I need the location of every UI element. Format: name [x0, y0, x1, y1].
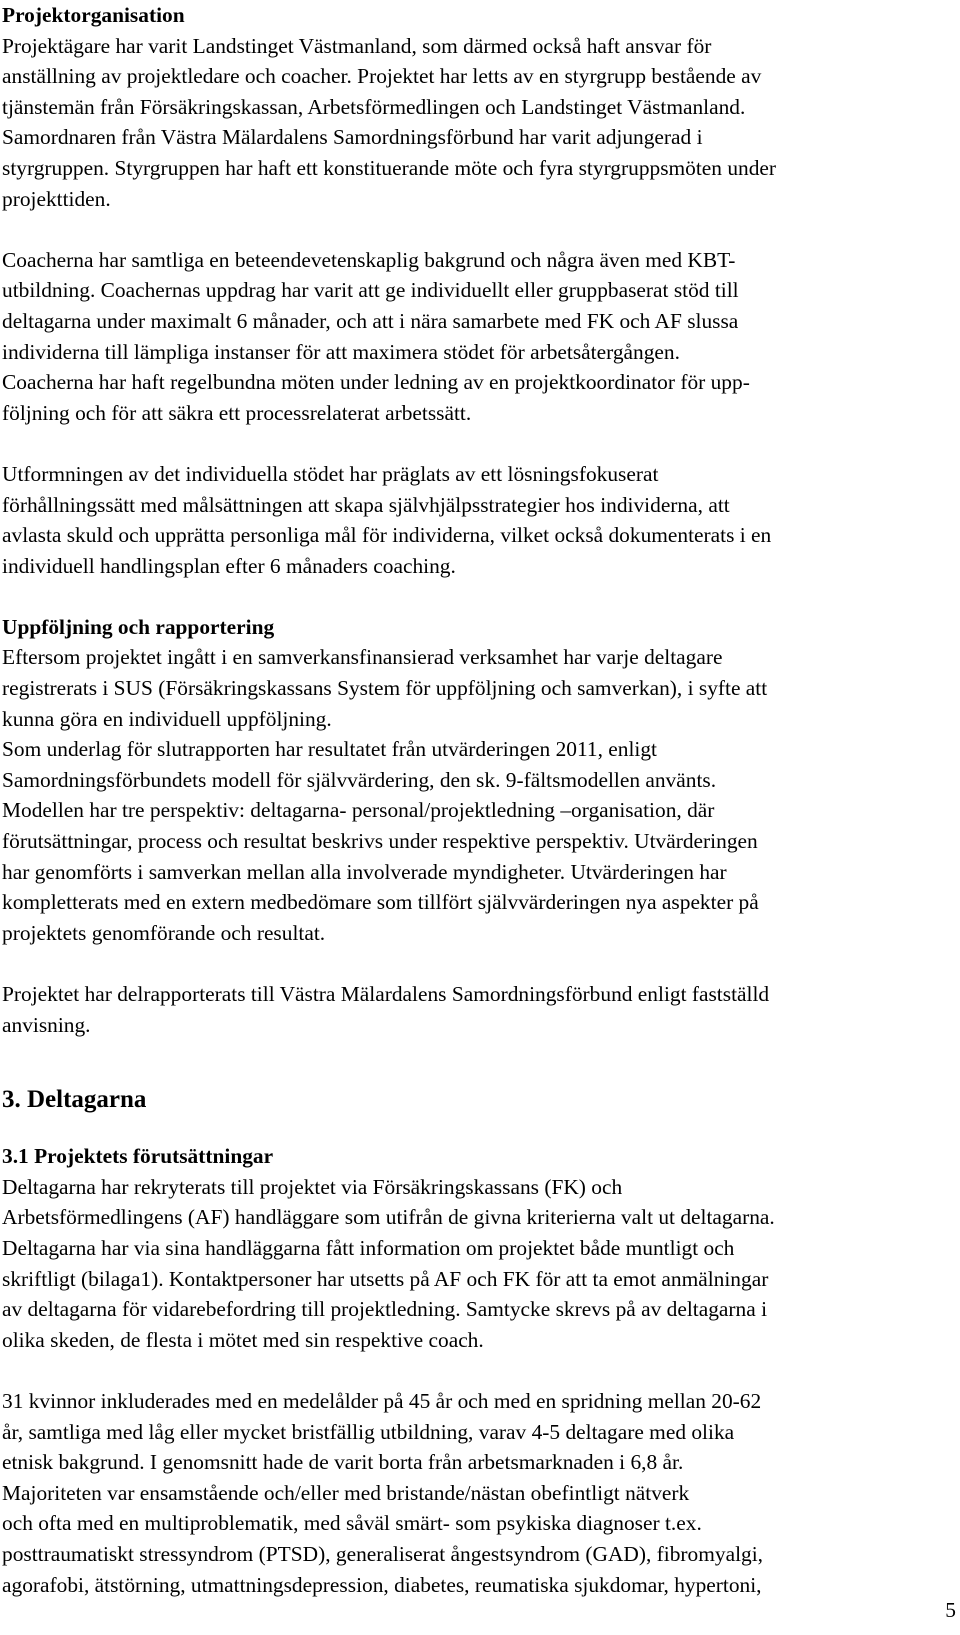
- text-line: Modellen har tre perspektiv: deltagarna- personal/projektledning –organisation, där: [2, 798, 715, 823]
- text-line: olika skeden, de flesta i mötet med sin respektive coach.: [2, 1327, 484, 1352]
- heading-spacer: [2, 1116, 937, 1141]
- paragraph-spacer: [2, 428, 937, 459]
- text-line: individuell handlingsplan efter 6 månaders coaching.: [2, 553, 456, 578]
- text-line: projektets genomförande och resultat.: [2, 920, 326, 945]
- text-line: registrerats i SUS (Försäkringskassans System för uppföljning och samverkan), i syfte att: [2, 676, 768, 701]
- text-line: av deltagarna för vidarebefordring till projektledning. Samtycke skrevs på av deltagarna i: [2, 1297, 768, 1322]
- text-line: Arbetsförmedlingens (AF) handläggare som utifrån de givna kriterierna valt ut deltagarna.: [2, 1205, 775, 1230]
- text-line: Deltagarna har rekryterats till projektet via Försäkringskassans (FK) och: [2, 1174, 623, 1199]
- page-number: 5: [945, 1598, 956, 1622]
- text-line: anställning av projektledare och coacher. Projektet har letts av en styrgrupp bestående av: [2, 64, 762, 89]
- paragraph-forutsattningar-2: [2, 1386, 937, 1600]
- text-line: Coacherna har samtliga en beteendevetenskaplig bakgrund och några även med KBT-: [2, 247, 736, 272]
- text-line: förutsättningar, process och resultat beskrivs under respektive perspektiv. Utvärderingen: [2, 829, 758, 854]
- section-heading-uppfoljning: Uppföljning och rapportering: [2, 614, 275, 639]
- text-line: Majoriteten var ensamstående och/eller med bristande/nästan obefintligt nätverk: [2, 1480, 690, 1505]
- text-line: Deltagarna har via sina handläggarna fått information om projektet både muntligt och: [2, 1235, 735, 1260]
- text-line: projekttiden.: [2, 186, 111, 211]
- paragraph-spacer: [2, 581, 937, 612]
- text-line: kompletterats med en extern medbedömare som tillfört självvärderingen nya aspekter på: [2, 890, 759, 915]
- paragraph-projektorganisation-1: [2, 31, 937, 215]
- text-line: och ofta med en multiproblematik, med såväl smärt- som psykiska diagnoser t.ex.: [2, 1511, 702, 1536]
- text-line: avlasta skuld och upprätta personliga mål för individerna, vilket också dokumenterats i en: [2, 523, 772, 548]
- text-line: Utformningen av det individuella stödet har präglats av ett lösningsfokuserat: [2, 461, 659, 486]
- text-line: år, samtliga med låg eller mycket bristfällig utbildning, varav 4-5 deltagare med olika: [2, 1419, 735, 1444]
- text-line: förhållningssätt med målsättningen att skapa självhjälpsstrategier hos individerna, att: [2, 492, 730, 517]
- text-line: styrgruppen. Styrgruppen har haft ett konstituerande möte och fyra styrgruppsmöten under: [2, 155, 777, 180]
- text-line: Projektet har delrapporterats till Västra Mälardalens Samordningsförbund enligt fastställd: [2, 982, 770, 1006]
- paragraph-spacer: [2, 1355, 937, 1386]
- text-line: har genomförts i samverkan mellan alla involverade myndigheter. Utvärderingen har: [2, 859, 727, 884]
- text-line: individerna till lämpliga instanser för att maximera stödet för arbetsåtergången.: [2, 339, 680, 364]
- text-line: agorafobi, ätstörning, utmattningsdepression, diabetes, reumatiska sjukdomar, hypertoni,: [2, 1572, 762, 1597]
- section-spacer: [2, 1040, 937, 1084]
- subsection-heading: 3.1 Projektets förutsättningar: [2, 1144, 274, 1169]
- paragraph-forutsattningar-1: [2, 1172, 937, 1356]
- paragraph-spacer: [2, 214, 937, 245]
- paragraph-uppfoljning-2: [2, 979, 937, 1040]
- paragraph-projektorganisation-2: [2, 245, 937, 429]
- paragraph-spacer: [2, 948, 937, 979]
- paragraph-projektorganisation-3: [2, 459, 937, 581]
- chapter-heading: 3. Deltagarna: [2, 1086, 147, 1114]
- text-line: tjänstemän från Försäkringskassan, Arbetsförmedlingen och Landstinget Västmanland.: [2, 94, 746, 119]
- text-line: utbildning. Coachernas uppdrag har varit att ge individuellt eller gruppbaserat stöd till: [2, 278, 739, 303]
- paragraph-uppfoljning-1: [2, 642, 937, 948]
- text-line: Samordningsförbundets modell för självvärdering, den sk. 9-fältsmodellen använts.: [2, 767, 717, 792]
- text-line: Samordnaren från Västra Mälardalens Samordningsförbund har varit adjungerad i: [2, 125, 703, 150]
- section-heading-projektorganisation: Projektorganisation: [2, 3, 185, 27]
- text-line: 31 kvinnor inkluderades med en medelålder på 45 år och med en spridning mellan 20-62: [2, 1388, 762, 1413]
- text-line: Som underlag för slutrapporten har resultatet från utvärderingen 2011, enligt: [2, 737, 657, 762]
- text-line: Eftersom projektet ingått i en samverkansfinansierad verksamhet har varje deltagare: [2, 645, 723, 670]
- text-line: skriftligt (bilaga1). Kontaktpersoner har utsetts på AF och FK för att ta emot anmälningar: [2, 1266, 769, 1291]
- text-line: etnisk bakgrund. I genomsnitt hade de varit borta från arbetsmarknaden i 6,8 år.: [2, 1450, 684, 1475]
- text-line: deltagarna under maximalt 6 månader, och att i nära samarbete med FK och AF slussa: [2, 308, 739, 333]
- text-line: posttraumatiskt stressyndrom (PTSD), generaliserat ångestsyndrom (GAD), fibromyalgi,: [2, 1541, 764, 1566]
- text-line: följning och för att säkra ett processrelaterat arbetssätt.: [2, 400, 472, 425]
- document-body: [2, 0, 937, 1600]
- text-line: Coacherna har haft regelbundna möten under ledning av en projektkoordinator för upp-: [2, 370, 750, 395]
- text-line: Projektägare har varit Landstinget Västmanland, som därmed också haft ansvar för: [2, 33, 712, 58]
- text-line: kunna göra en individuell uppföljning.: [2, 706, 332, 731]
- text-line: anvisning.: [2, 1012, 91, 1037]
